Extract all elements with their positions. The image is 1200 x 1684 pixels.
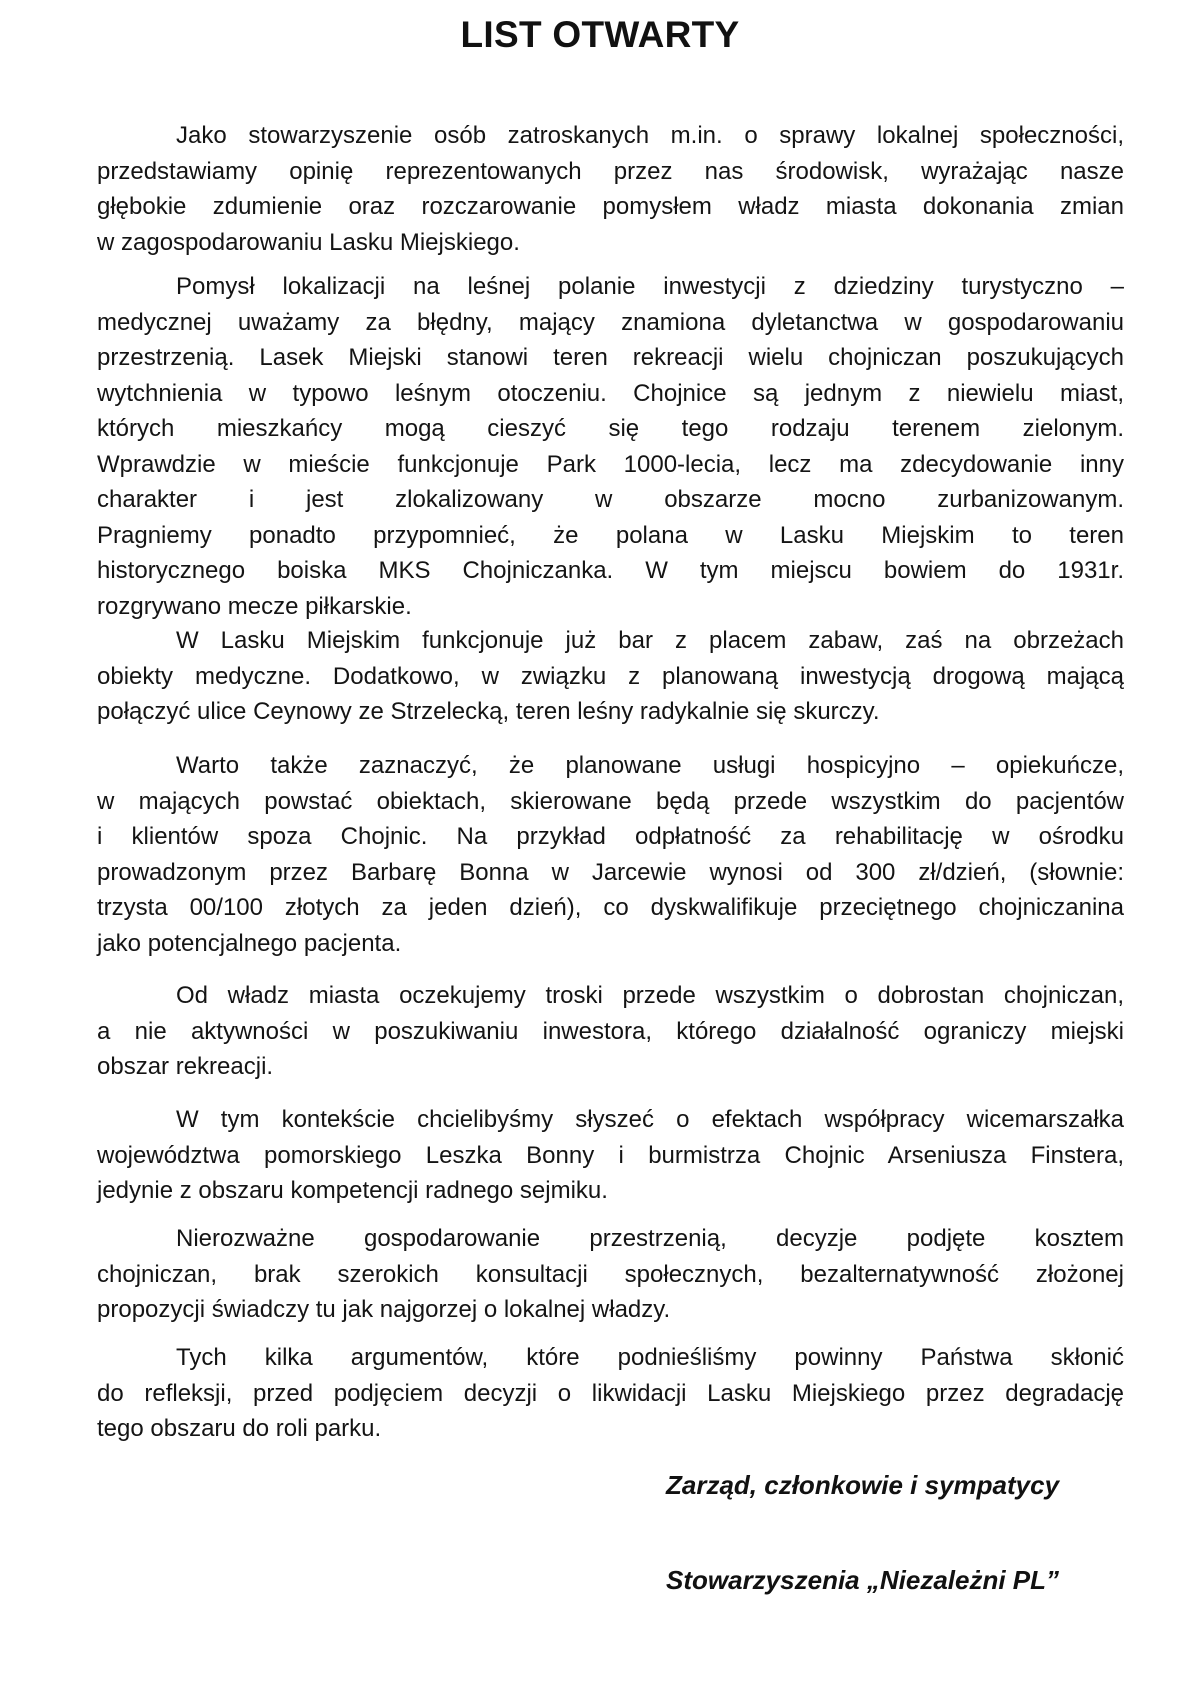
paragraph-4 bbox=[97, 748, 1124, 961]
paragraph-line: prowadzonym przez Barbarę Bonna w Jarcewie wynosi od 300 zł/dzień, (słownie: bbox=[97, 858, 1124, 886]
paragraph-line: Wprawdzie w mieście funkcjonuje Park 1000-lecia, lecz ma zdecydowanie inny bbox=[97, 450, 1124, 478]
paragraph-line: W tym kontekście chcielibyśmy słyszeć o efektach współpracy wicemarszałka bbox=[176, 1106, 1124, 1133]
paragraph-line: charakter i jest zlokalizowany w obszarze mocno zurbanizowanym. bbox=[97, 486, 1124, 513]
paragraph-line: trzysta 00/100 złotych za jeden dzień), co dyskwalifikuje przeciętnego chojniczanina bbox=[97, 894, 1124, 921]
paragraph-line: Od władz miasta oczekujemy troski przede wszystkim o dobrostan chojniczan, bbox=[176, 982, 1124, 1009]
document-title: LIST OTWARTY bbox=[460, 14, 740, 55]
paragraph-line: rozgrywano mecze piłkarskie. bbox=[97, 592, 412, 620]
paragraph-line: przedstawiamy opinię reprezentowanych przez nas środowisk, wyrażając nasze bbox=[97, 157, 1124, 185]
paragraph-1 bbox=[97, 118, 1124, 260]
paragraph-line: Jako stowarzyszenie osób zatroskanych m.in. o sprawy lokalnej społeczności, bbox=[176, 122, 1124, 149]
paragraph-line: głębokie zdumienie oraz rozczarowanie pomysłem władz miasta dokonania zmian bbox=[97, 193, 1124, 220]
paragraph-line: obszar rekreacji. bbox=[97, 1053, 274, 1080]
paragraph-line: połączyć ulice Ceynowy ze Strzelecką, teren leśny radykalnie się skurczy. bbox=[97, 698, 880, 725]
paragraph-line: Nierozważne gospodarowanie przestrzenią, decyzje podjęte kosztem bbox=[176, 1225, 1124, 1252]
paragraph-line: a nie aktywności w poszukiwaniu inwestora, którego działalność ograniczy miejski bbox=[97, 1017, 1124, 1045]
paragraph-line: historycznego boiska MKS Chojniczanka. W tym miejscu bowiem do 1931r. bbox=[97, 557, 1124, 584]
paragraph-8 bbox=[97, 1340, 1124, 1447]
paragraph-line: wytchnienia w typowo leśnym otoczeniu. Chojnice są jednym z niewielu miast, bbox=[97, 379, 1124, 407]
paragraph-line: medycznej uważamy za błędny, mający znamiona dyletanctwa w gospodarowaniu bbox=[97, 308, 1124, 336]
paragraph-line: tego obszaru do roli parku. bbox=[97, 1415, 382, 1442]
paragraph-line: propozycji świadczy tu jak najgorzej o lokalnej władzy. bbox=[97, 1296, 671, 1323]
paragraph-line: Warto także zaznaczyć, że planowane usługi hospicyjno – opiekuńcze, bbox=[176, 752, 1124, 779]
paragraph-line: w mających powstać obiektach, skierowane będą przede wszystkim do pacjentów bbox=[97, 787, 1124, 815]
paragraph-2 bbox=[97, 269, 1124, 624]
signature-line-1: Zarząd, członkowie i sympatycy bbox=[666, 1470, 1060, 1500]
paragraph-line: W Lasku Miejskim funkcjonuje już bar z placem zabaw, zaś na obrzeżach bbox=[176, 627, 1124, 654]
paragraph-line: jedynie z obszaru kompetencji radnego sejmiku. bbox=[97, 1177, 608, 1204]
paragraph-line: których mieszkańcy mogą cieszyć się tego rodzaju terenem zielonym. bbox=[97, 415, 1124, 442]
paragraph-6 bbox=[97, 1102, 1124, 1209]
paragraph-line: Pomysł lokalizacji na leśnej polanie inwestycji z dziedziny turystyczno – bbox=[176, 273, 1124, 300]
signature-line-2: Stowarzyszenia „Niezależni PL” bbox=[666, 1565, 1060, 1595]
paragraph-line: Tych kilka argumentów, które podnieśliśmy powinny Państwa skłonić bbox=[176, 1344, 1124, 1371]
paragraph-line: w zagospodarowaniu Lasku Miejskiego. bbox=[97, 228, 520, 256]
paragraph-line: województwa pomorskiego Leszka Bonny i burmistrza Chojnic Arseniusza Finstera, bbox=[97, 1141, 1124, 1169]
paragraph-line: przestrzenią. Lasek Miejski stanowi teren rekreacji wielu chojniczan poszukujących bbox=[97, 344, 1124, 371]
paragraph-line: Pragniemy ponadto przypomnieć, że polana w Lasku Miejskim to teren bbox=[97, 521, 1124, 549]
paragraph-7 bbox=[97, 1221, 1124, 1328]
paragraph-line: obiekty medyczne. Dodatkowo, w związku z planowaną inwestycją drogową mającą bbox=[97, 662, 1124, 690]
paragraph-line: i klientów spoza Chojnic. Na przykład odpłatność za rehabilitację w ośrodku bbox=[97, 823, 1124, 850]
paragraph-line: do refleksji, przed podjęciem decyzji o likwidacji Lasku Miejskiego przez degradację bbox=[97, 1379, 1124, 1407]
paragraph-line: jako potencjalnego pacjenta. bbox=[97, 929, 402, 957]
paragraph-line: chojniczan, brak szerokich konsultacji społecznych, bezalternatywność złożonej bbox=[97, 1260, 1124, 1288]
paragraph-5 bbox=[97, 978, 1124, 1085]
paragraph-3 bbox=[97, 623, 1124, 730]
